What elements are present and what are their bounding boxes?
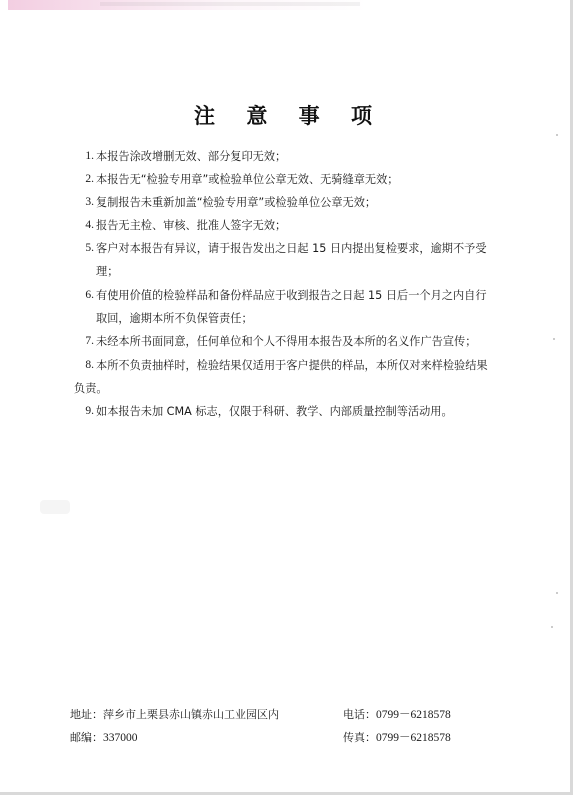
- list-item: [85, 400, 514, 423]
- item-text: 复制报告未重新加盖“检验专用章”或检验单位公章无效；: [96, 196, 377, 209]
- address-label: 地址：: [70, 708, 103, 721]
- postcode-line: [70, 729, 138, 745]
- item-text: 本报告无“检验专用章”或检验单位公章无效、无骑缝章无效；: [96, 173, 399, 186]
- item-text: 如本报告未加 CMA 标志，仅限于科研、教学、内部质量控制等活动用。: [96, 405, 453, 418]
- page-title: 注 意 事 项: [194, 103, 384, 128]
- list-item: [85, 237, 514, 283]
- item-number: 1.: [85, 150, 94, 162]
- list-item: [85, 330, 514, 353]
- item-text: 本所不负责抽样时，检验结果仅适用于客户提供的样品，本所仅对来样检验结果: [96, 359, 488, 372]
- item-text: 未经本所书面同意，任何单位和个人不得用本报告及本所的名义作广告宣传；: [96, 335, 477, 348]
- list-item: [85, 168, 514, 191]
- item-number: 6.: [85, 289, 94, 301]
- phone-label: 电话：: [343, 708, 376, 721]
- item-text-continued: 理；: [96, 265, 119, 278]
- item-number: 7.: [85, 335, 94, 347]
- scan-speck: [556, 592, 558, 594]
- address-line: [70, 706, 279, 722]
- fax-line: [343, 729, 451, 745]
- item-text: 客户对本报告有异议，请于报告发出之日起 15 日内提出复检要求，逾期不予受: [96, 242, 487, 255]
- item-text-continued: 取回，逾期本所不负保管责任；: [96, 312, 253, 325]
- fax-label: 传真：: [343, 731, 376, 744]
- item-number: 5.: [85, 242, 94, 254]
- item-text-continued: 负责。: [74, 382, 108, 395]
- scan-artifact: [100, 2, 360, 6]
- scan-speck: [551, 626, 553, 628]
- list-item: [74, 354, 514, 400]
- scan-speck: [553, 338, 555, 340]
- fax-value: 0799－6218578: [376, 732, 451, 744]
- item-number: 3.: [85, 196, 94, 208]
- list-item: [85, 214, 514, 237]
- item-number: 9.: [85, 405, 94, 417]
- item-text: 有使用价值的检验样品和备份样品应于收到报告之日起 15 日后一个月之内自行: [96, 289, 487, 302]
- phone-value: 0799－6218578: [376, 709, 451, 721]
- item-text: 本报告涂改增删无效、部分复印无效；: [96, 150, 287, 163]
- scan-smudge: [40, 500, 70, 514]
- item-text: 报告无主检、审核、批准人签字无效；: [96, 219, 287, 232]
- postcode-label: 邮编：: [70, 731, 103, 744]
- address-value: 萍乡市上栗县赤山镇赤山工业园区内: [103, 708, 279, 721]
- item-number: 2.: [85, 173, 94, 185]
- scan-speck: [556, 134, 558, 136]
- item-number: 4.: [85, 219, 94, 231]
- list-item: [85, 191, 514, 214]
- item-number: 8.: [85, 359, 94, 371]
- list-item: [85, 145, 514, 168]
- phone-line: [343, 706, 451, 722]
- list-item: [85, 284, 514, 330]
- postcode-value: 337000: [103, 732, 138, 744]
